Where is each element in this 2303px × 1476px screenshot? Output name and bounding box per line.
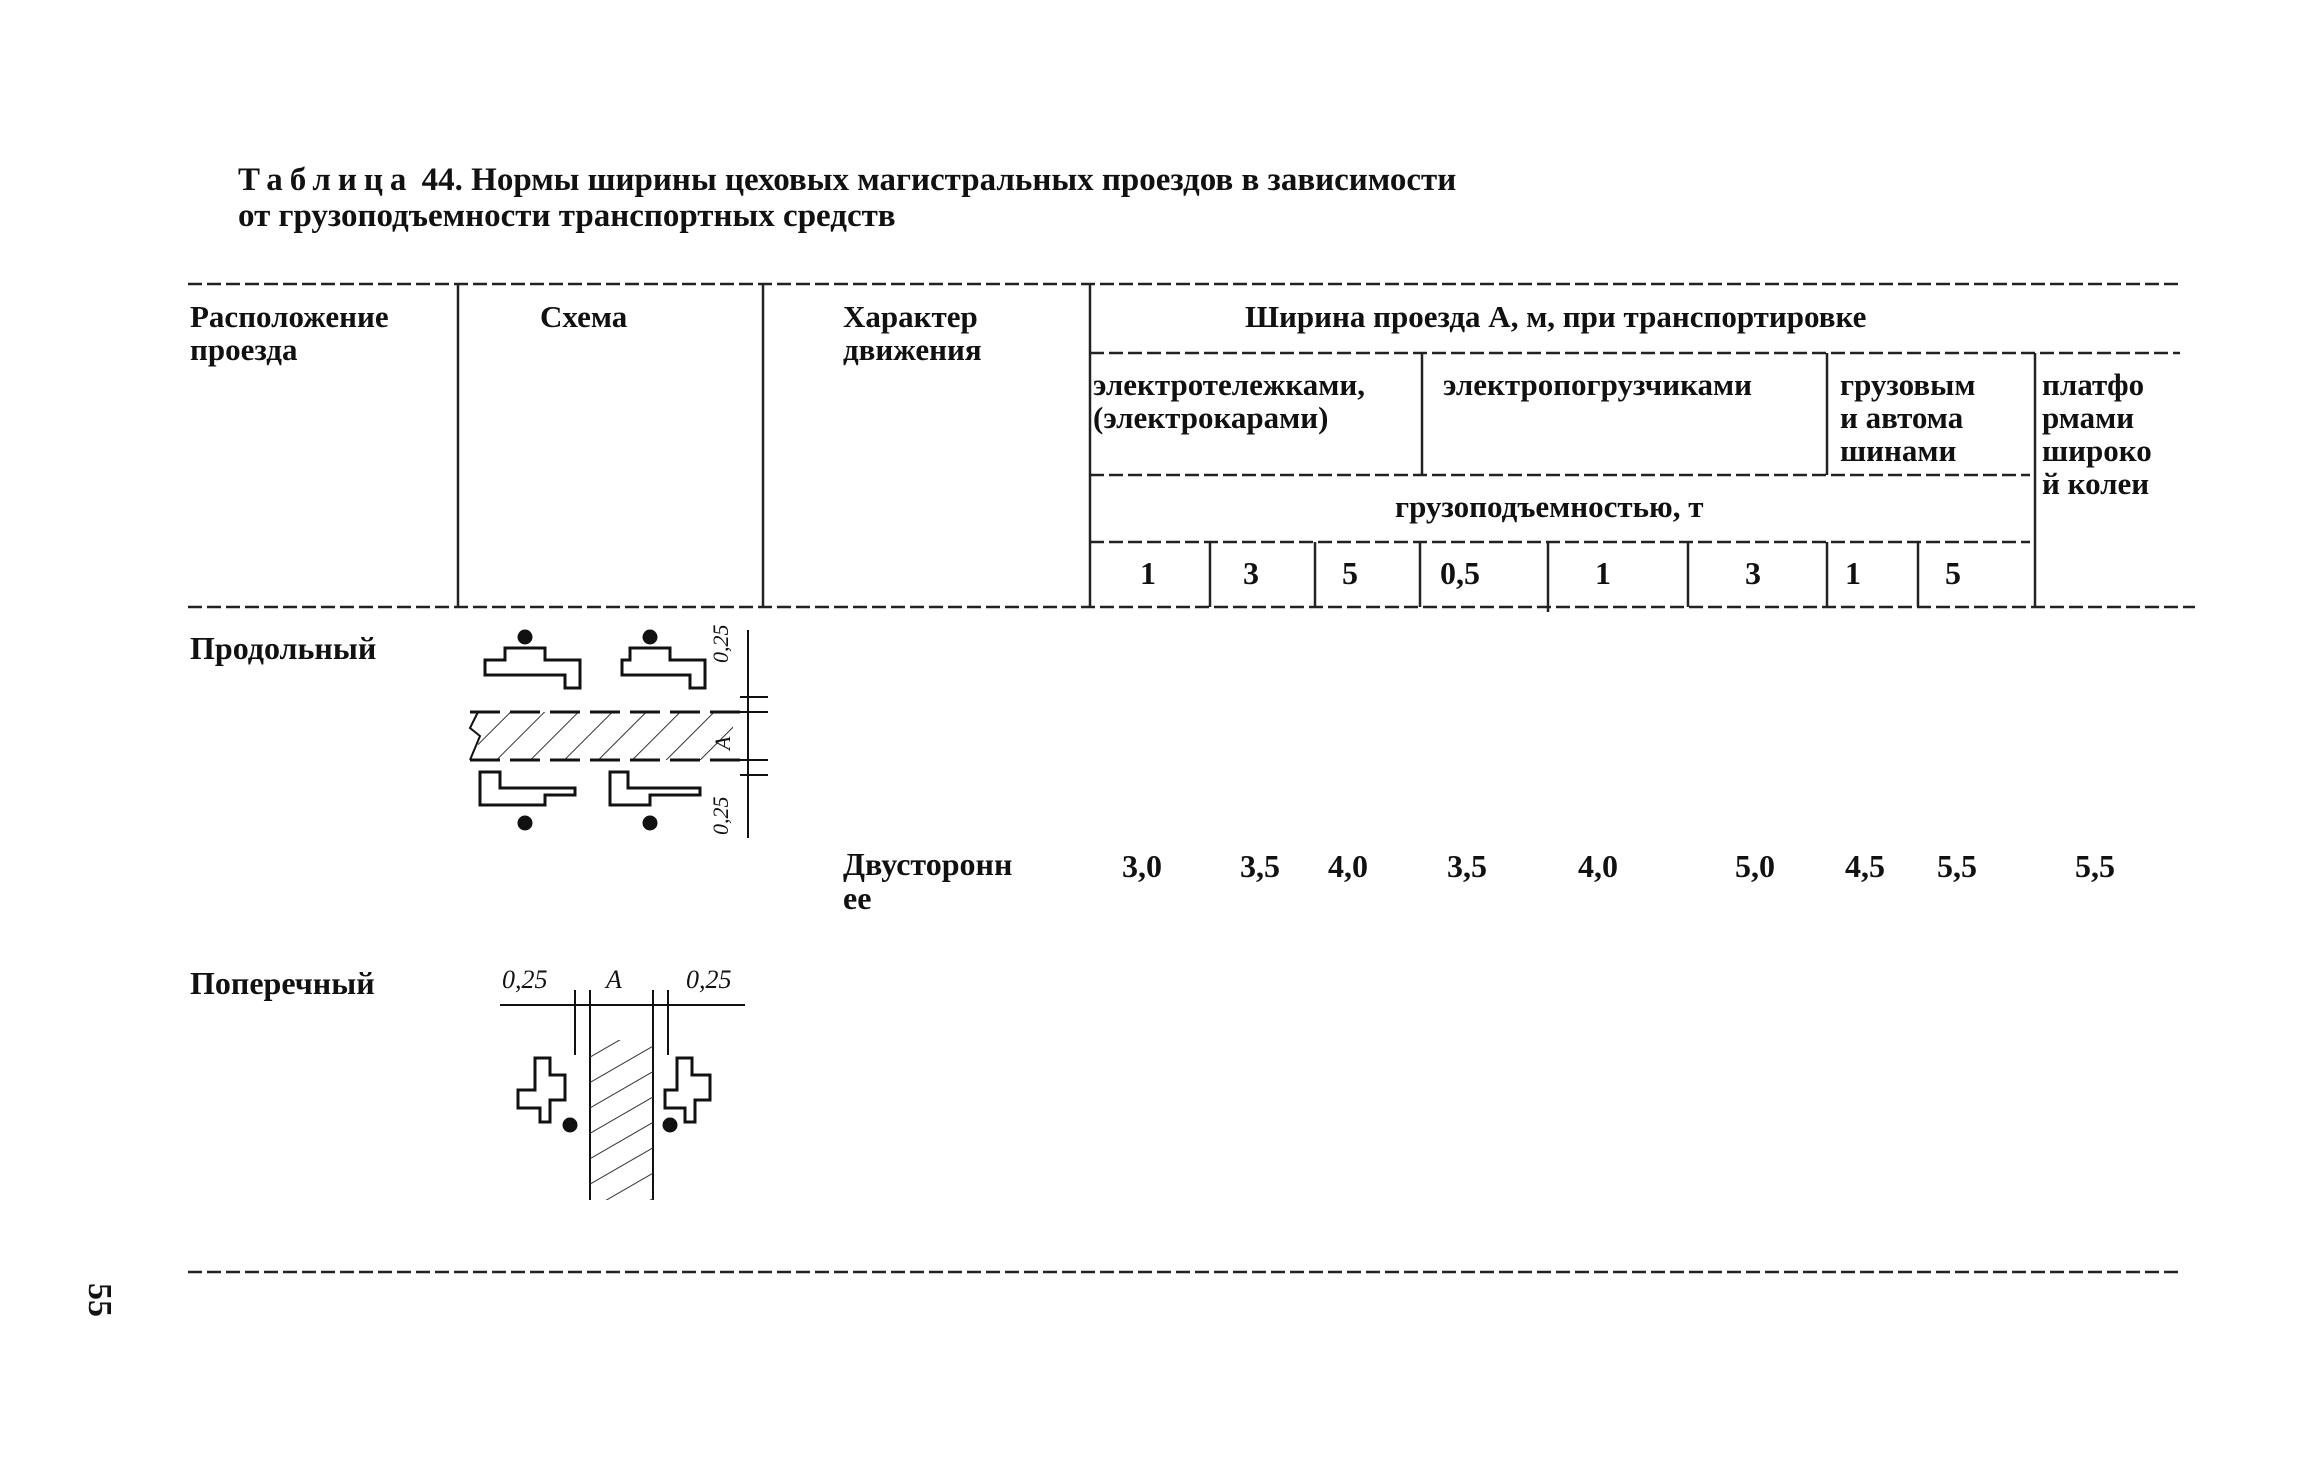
capacity-value: 5 xyxy=(1342,555,1358,591)
passage-hatch xyxy=(590,1040,653,1200)
capacity-value: 3 xyxy=(1745,555,1761,591)
header-capacity: грузоподъемностью, т xyxy=(1395,489,1704,524)
row-value: 3,0 xyxy=(1122,848,1162,884)
capacity-value: 0,5 xyxy=(1440,555,1480,591)
capacity-value: 5 xyxy=(1945,555,1961,591)
row-transverse-location: Поперечный xyxy=(190,965,375,1001)
row-value: 3,5 xyxy=(1447,848,1487,884)
header-electrocarts: электротележками, (электрокарами) xyxy=(1093,367,1366,435)
dim-label-clearance-top: 0,25 xyxy=(708,624,733,663)
row-longitudinal-traffic: Двустороннее xyxy=(843,846,1013,916)
header-traffic: Характер движения xyxy=(843,299,982,367)
row-value: 4,5 xyxy=(1845,848,1885,884)
capacity-value: 1 xyxy=(1595,555,1611,591)
row-value: 5,5 xyxy=(2075,848,2115,884)
capacity-value: 1 xyxy=(1845,555,1861,591)
page-number: 55 xyxy=(81,1283,118,1317)
dim-label-width: A xyxy=(710,736,735,750)
capacity-value: 3 xyxy=(1243,555,1259,591)
header-forklifts: электропогрузчиками xyxy=(1443,367,1753,402)
dim-label-width-transverse: A xyxy=(606,965,622,994)
header-scheme: Схема xyxy=(540,299,628,334)
header-location: Расположение проезда xyxy=(190,299,389,367)
header-width-group: Ширина проезда A, м, при транспортировке xyxy=(1245,299,1867,334)
row-value: 5,5 xyxy=(1937,848,1977,884)
header-trucks: грузовыми автомашинами xyxy=(1840,367,1976,468)
row-value: 5,0 xyxy=(1735,848,1775,884)
table-title-line1: 44. Нормы ширины цеховых магистральных проездов в зависимости xyxy=(421,162,1457,198)
row-longitudinal-location: Продольный xyxy=(190,630,377,666)
table-title-line2: от грузоподъемности транспортных средств xyxy=(238,198,896,234)
row-value: 3,5 xyxy=(1240,848,1280,884)
row-value: 4,0 xyxy=(1578,848,1618,884)
cart-icon xyxy=(518,1058,576,1131)
cart-icon xyxy=(664,1058,710,1131)
dim-label-clearance-bottom: 0,25 xyxy=(708,796,733,835)
capacity-value: 1 xyxy=(1140,555,1156,591)
dim-label-clearance-left: 0,25 xyxy=(502,965,548,994)
row-value: 4,0 xyxy=(1328,848,1368,884)
header-platforms: платформами широкой колеи xyxy=(2042,367,2152,501)
table-title-word: Таблица xyxy=(238,162,414,198)
dim-label-clearance-right: 0,25 xyxy=(686,965,732,994)
